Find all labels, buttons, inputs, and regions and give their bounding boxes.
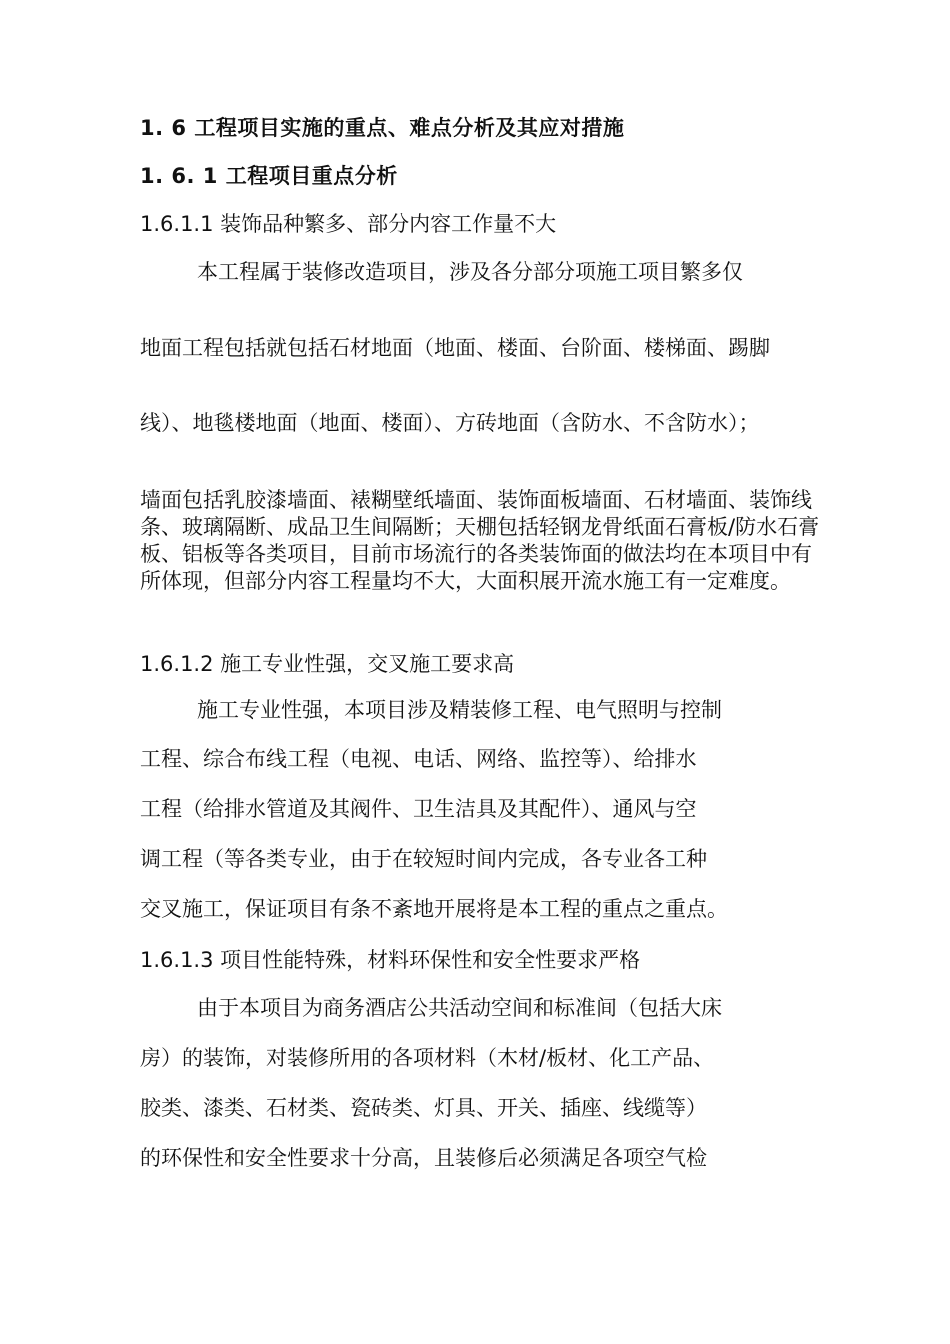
paragraph-carpet: 线）、地毯楼地面（地面、楼面）、方砖地面（含防水、不含防水）； <box>140 411 760 435</box>
section3-line-2: 房）的装饰，对装修所用的各项材料（木材/板材、化工产品、 <box>140 1046 715 1070</box>
section2-line-2: 工程、综合布线工程（电视、电话、网络、监控等）、给排水 <box>140 747 697 771</box>
heading-1-6-1-2: 1.6.1.2 施工专业性强，交叉施工要求高 <box>140 652 515 676</box>
section2-line-4: 调工程（等各类专业，由于在较短时间内完成，各专业各工种 <box>140 847 707 871</box>
section2-line-3: 工程（给排水管道及其阀件、卫生洁具及其配件）、通风与空 <box>140 797 697 821</box>
heading-1-6: 1. 6 工程项目实施的重点、难点分析及其应对措施 <box>140 116 625 140</box>
heading-1-6-1-1: 1.6.1.1 装饰品种繁多、部分内容工作量不大 <box>140 212 557 236</box>
paragraph-wall: 墙面包括乳胶漆墙面、裱糊壁纸墙面、装饰面板墙面、石材墙面、装饰线条、玻璃隔断、成品卫生间隔断；天棚包括轻钢龙骨纸面石膏板/防水石膏板、铝板等各类项目，目前市场流行的各类装饰面的做法均在本项目中有所体现，但部分内容工程量均不大，大面积展开流水施工有一定难度。 <box>140 488 820 593</box>
section2-line-5: 交叉施工，保证项目有条不紊地开展将是本工程的重点之重点。 <box>140 897 728 921</box>
section2-line-1: 施工专业性强，本项目涉及精装修工程、电气照明与控制 <box>197 698 722 722</box>
paragraph-floor: 地面工程包括就包括石材地面（地面、楼面、台阶面、楼梯面、踢脚 <box>140 336 770 360</box>
heading-1-6-1: 1. 6. 1 工程项目重点分析 <box>140 164 398 188</box>
section3-line-4: 的环保性和安全性要求十分高，且装修后必须满足各项空气检 <box>140 1146 707 1170</box>
section3-line-3: 胶类、漆类、石材类、瓷砖类、灯具、开关、插座、线缆等） <box>140 1096 707 1120</box>
section3-line-1: 由于本项目为商务酒店公共活动空间和标准间（包括大床 <box>197 996 722 1020</box>
paragraph-intro: 本工程属于装修改造项目，涉及各分部分项施工项目繁多仅 <box>197 260 743 284</box>
heading-1-6-1-3: 1.6.1.3 项目性能特殊，材料环保性和安全性要求严格 <box>140 948 641 972</box>
